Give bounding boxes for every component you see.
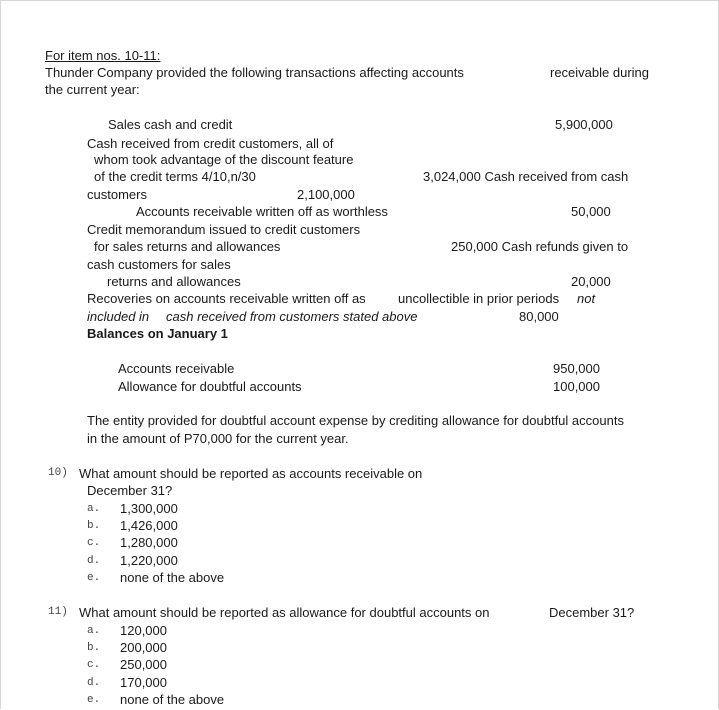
q10-option-letter: b. bbox=[87, 520, 101, 532]
recoveries-line-2a: included in bbox=[87, 309, 150, 324]
note-line-2: in the amount of P70,000 for the current year. bbox=[87, 431, 349, 446]
recoveries-not: not bbox=[577, 291, 596, 306]
cash-received-line-2: whom took advantage of the discount feature bbox=[94, 152, 354, 167]
q11-option-letter: e. bbox=[87, 694, 101, 706]
credit-memo-line-2: for sales returns and allowances bbox=[94, 239, 281, 254]
q10-option-text: 1,426,000 bbox=[120, 518, 178, 533]
q11-option-letter: c. bbox=[87, 659, 101, 671]
sales-value: 5,900,000 bbox=[555, 117, 613, 132]
q11-option-text: 120,000 bbox=[120, 623, 167, 638]
q10-text-2: December 31? bbox=[87, 483, 173, 498]
cash-received-value: 3,024,000 Cash received from cash bbox=[423, 169, 629, 184]
q10-option-letter: e. bbox=[87, 572, 101, 584]
sales-label: Sales cash and credit bbox=[108, 117, 233, 132]
recoveries-line-1: Recoveries on accounts receivable written off as bbox=[87, 291, 366, 306]
q10-option-letter: a. bbox=[87, 503, 101, 515]
q11-option-text: 200,000 bbox=[120, 640, 167, 655]
q11-option-text: 170,000 bbox=[120, 675, 167, 690]
intro-line-1: Thunder Company provided the following transactions affecting accounts bbox=[45, 65, 464, 80]
recoveries-value: 80,000 bbox=[519, 309, 559, 324]
q11-option-letter: a. bbox=[87, 625, 101, 637]
q10-option-text: 1,280,000 bbox=[120, 535, 178, 550]
cash-customers-line: cash customers for sales bbox=[87, 257, 231, 272]
recoveries-line-1b: uncollectible in prior periods bbox=[398, 291, 560, 306]
returns-value: 20,000 bbox=[571, 274, 611, 289]
ar-label: Accounts receivable bbox=[118, 361, 235, 376]
note-line-1: The entity provided for doubtful account expense by crediting allowance for doubtful accounts bbox=[87, 413, 624, 428]
allowance-value: 100,000 bbox=[553, 379, 600, 394]
recoveries-line-2b: cash received from customers stated above bbox=[166, 309, 418, 324]
returns-label: returns and allowances bbox=[107, 274, 241, 289]
intro-line-2: the current year: bbox=[45, 82, 140, 97]
q11-number: 11) bbox=[48, 606, 68, 618]
q10-number: 10) bbox=[48, 467, 68, 479]
allowance-label: Allowance for doubtful accounts bbox=[118, 379, 302, 394]
q10-option-letter: c. bbox=[87, 537, 101, 549]
q11-text-1: What amount should be reported as allowance for doubtful accounts on bbox=[79, 605, 490, 620]
written-off-label: Accounts receivable written off as worthless bbox=[136, 204, 388, 219]
q10-option-text: 1,220,000 bbox=[120, 553, 178, 568]
customers-value: 2,100,000 bbox=[297, 187, 355, 202]
q11-option-letter: d. bbox=[87, 677, 101, 689]
credit-memo-value: 250,000 Cash refunds given to bbox=[451, 239, 629, 254]
q10-option-letter: d. bbox=[87, 555, 101, 567]
q11-option-text: none of the above bbox=[120, 692, 225, 707]
intro-right: receivable during bbox=[550, 65, 650, 80]
q11-option-letter: b. bbox=[87, 642, 101, 654]
q10-text-1: What amount should be reported as accounts receivable on bbox=[79, 466, 423, 481]
customers-label: customers bbox=[87, 187, 147, 202]
written-off-value: 50,000 bbox=[571, 204, 611, 219]
q10-option-text: 1,300,000 bbox=[120, 501, 178, 516]
q11-option-text: 250,000 bbox=[120, 657, 167, 672]
cash-received-line-1: Cash received from credit customers, all of bbox=[87, 136, 334, 151]
ar-value: 950,000 bbox=[553, 361, 600, 376]
q11-text-right: December 31? bbox=[549, 605, 635, 620]
q10-option-text: none of the above bbox=[120, 570, 225, 585]
cash-received-line-3: of the credit terms 4/10,n/30 bbox=[94, 169, 256, 184]
credit-memo-line-1: Credit memorandum issued to credit customers bbox=[87, 222, 361, 237]
item-title: For item nos. 10-11: bbox=[45, 48, 161, 63]
balances-title: Balances on January 1 bbox=[87, 326, 228, 341]
